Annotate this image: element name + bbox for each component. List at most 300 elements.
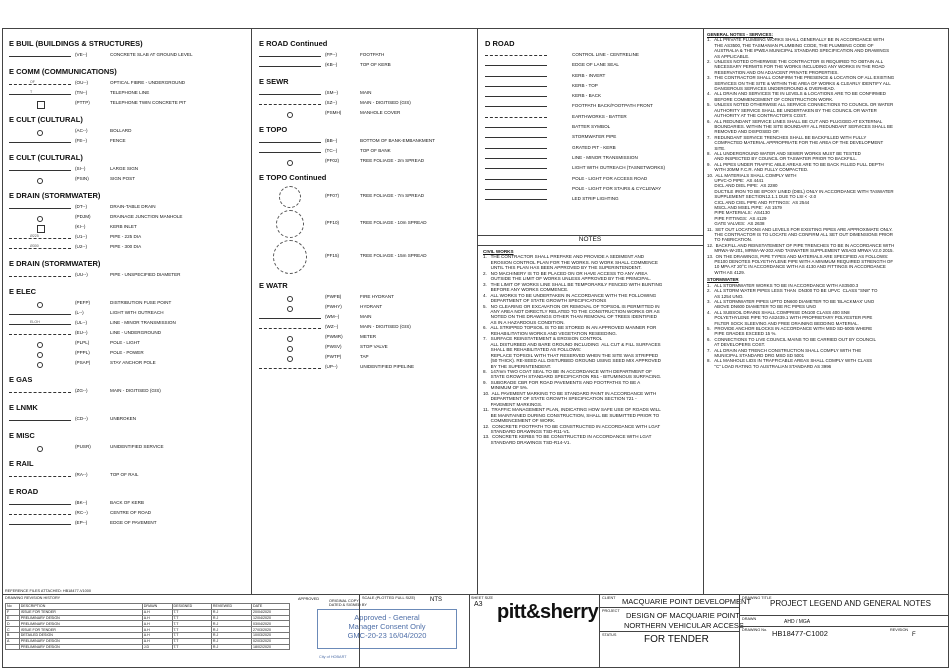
legend-symbol [259,335,321,341]
civil-works-title: CIVIL WORKS [483,249,514,254]
legend-row [9,223,245,233]
legend-symbol [485,168,547,169]
legend-code: (SI--) [75,166,86,171]
symbol-pit [37,101,45,109]
legend-row [485,113,699,123]
general-note-line: UPVC-O PIPE: AS 4441 [707,177,764,183]
sheet-size-label: SHEET SIZE [471,596,494,600]
symbol-line [9,276,71,277]
legend-row [9,443,245,453]
civil-note-line: SHALL BE REHABILITATED AS FOLLOWS: [483,347,582,353]
stormwater-note-line: 7. ALL DRAIN AND TRENCH CONSTRUCTION SHALL COMPLY WITH THE [707,347,862,353]
tree-foliage-icon [276,210,304,238]
civil-note-line: (50 THICK). RE-SEED ALL DISTURBED GROUND USING SEED MIX APPROVED [483,358,661,364]
legend-row [259,89,473,99]
legend-symbol [485,189,547,190]
civil-note-line: COMMENCEMENT OF WORK. [483,418,556,424]
project-line-2: NORTHERN VEHICULAR ACCESS [624,621,744,630]
civil-note-line: ALL DISTURBED AND BARE GROUND INCLUDING ALL CUT & FILL SURFACES [483,341,661,347]
revision-cell: R.J [211,632,251,638]
legend-row [9,299,245,309]
stamp-line: GMC-20-23 16/04/2020 [347,631,427,640]
legend-symbol [485,148,547,149]
symbol-line [259,368,321,369]
column-divider [703,29,704,595]
civil-note-line: 7. SURFACE REINSTATEMENT & EROSION CONTROL [483,336,603,342]
legend-row-tree [259,209,473,239]
legend-description: POLE - LIGHT FOR STAIRS & CYCLEWAY [572,185,662,191]
civil-note-line: 9. SUBGRADE CBR FOR ROAD PAVEMENTS AND FOOTPATHS TO BE A [483,379,641,385]
legend-row [485,61,699,71]
legend-description: METER [360,334,377,339]
legend-section-title: E COMM (COMMUNICATIONS) [9,67,117,76]
legend-row [259,109,473,119]
legend-row [9,99,245,109]
civil-note-line: STANDARD DRAWINGS TSD-R11-V1. [483,428,571,434]
legend-column-d-road [485,35,699,205]
legend-symbol [259,305,321,311]
civil-note-line: 13. CONCRETE KERBS TO BE CONSTRUCTED IN ACCORDANCE WITH LGAT [483,434,652,440]
symbol-line [9,94,71,95]
general-note-line: MSCL AND MSEL PIPE: AS 1579 [707,205,782,210]
general-note-line: DICL AND DIEL PIPE: AS 2280 [707,183,778,189]
legend-symbol [259,111,321,117]
legend-code: (WZ--) [325,324,339,329]
stamp-line: Manager Consent Only [348,622,426,631]
revision-row [6,644,290,650]
general-note-line: REMOVED AND DISPOSED OF. [707,129,780,135]
revision-cell: 02/03/2020 [251,638,289,644]
legend-description: SIGN POST [110,176,136,181]
stormwater-note-line: ABOVE DN600 DIAMETER TO BE RC PIPES UNO [707,304,817,310]
revision-cell: PRELIMINARY DESIGN [19,615,142,621]
legend-symbol [485,65,547,66]
revision-cell: 03/04/2020 [251,621,289,627]
tree-foliage-icon [279,186,301,208]
general-note-line: THE CONTRACTOR IS TO LOCATE AND CONFIRM ALL SET OUT DIMENSIONS PRIOR [707,232,893,238]
revision-cell: A.H [142,609,172,615]
legend-row [485,92,699,102]
stormwater-note-line: POLYETHYLENE PIPE TO AS2439.1 WITH PROPRIETARY POLYESTER PIPE [707,315,873,321]
symbol-line [9,208,71,209]
legend-row [9,415,245,425]
symbol-line [9,324,71,325]
legend-row [259,99,473,109]
legend-symbol [259,159,321,165]
legend-section-title: E ROAD Continued [259,39,328,48]
legend-row [9,89,245,99]
client-label: CLIENT [602,596,616,600]
general-notes [707,32,894,369]
legend-description: EDGE OF PAVEMENT [110,520,157,525]
general-note-line: DUCTILE IRON TO BE EPOXY LINED (DIEL) ONLY IN ACCORDANCE WITH TASWATER [707,188,894,194]
legend-symbol [9,321,71,327]
legend-description: MAIN [360,314,372,319]
revision-value: F [912,632,916,638]
civil-note-line: BEFORE ANY WORKS COMMENCE. [483,287,569,293]
legend-row [259,353,473,363]
legend-section-title: E ELEC [9,287,37,296]
legend-row [9,471,245,481]
revision-cell: T.T [172,627,211,633]
legend-row [259,323,473,333]
drawing-info-cell [739,595,949,667]
legend-symbol [9,81,71,87]
legend-code: (PF10) [325,220,340,225]
legend-description: POLE - POWER [110,350,144,355]
legend-symbol [259,315,321,321]
legend-code: (PDJM) [75,214,91,219]
legend-row [9,509,245,519]
legend-row [9,79,245,89]
legend-symbol [9,139,71,145]
legend-description: UNBROKEN [110,416,137,421]
legend-symbol [259,325,321,331]
legend-row [9,359,245,369]
legend-row [485,102,699,112]
legend-section-title: E LNMK [9,403,38,412]
legend-description: TOP OF RAIL [110,472,139,477]
legend-description: POLE - LIGHT FOR ACCESS ROAD [572,175,648,181]
legend-symbol [259,365,321,371]
legend-symbol [9,91,71,97]
revision-cell: ISSUE FOR TENDER [19,627,142,633]
legend-row [259,157,473,167]
symbol-line [9,524,71,525]
legend-symbol [9,177,71,183]
civil-note-line: BY THE SUPERINTENDENT. [483,363,552,369]
symbol-point [287,346,293,352]
legend-symbol [9,521,71,527]
civil-note-line: REPLACE TOPSOIL WITH THAT RESERVED WHEN THE SITE WAS STRIPPED [483,352,659,358]
revision-cell: ISSUE FOR TENDER [19,609,142,615]
legend-row [259,61,473,71]
symbol-line [259,152,321,153]
symbol-point [37,130,43,136]
legend-description: EARTHWORKS - BATTER [572,113,627,119]
legend-description: LIGHT WITH OUTREACH (TASNETWORKS) [572,165,665,171]
drawing-sheet [2,28,949,668]
legend-code: (PF02) [325,158,340,163]
legend-code: (PWHY) [325,304,342,309]
legend-description: TOP OF BANK [360,148,391,153]
revision-cell: T.T [172,632,211,638]
revision-cell: T.T [172,615,211,621]
legend-row [9,339,245,349]
legend-row [485,144,699,154]
revision-cell: T.T [172,609,211,615]
legend-row [9,51,245,61]
general-note-line: 7. REDUNDANT SERVICE TRENCHES SHALL BE BACKFILLED WITH FULLY [707,134,867,140]
legend-code: (FE--) [75,138,87,143]
stormwater-note-line: 4. ALL SUBSOIL DRAINS SHALL COMPRISE DN100 CLASS 400 SN8 [707,309,850,315]
legend-section-title: E MISC [9,431,35,440]
general-note-line: PIPE MATERIALS: AS4130 [707,210,770,216]
legend-description: TOP OF KERB [360,62,391,67]
stormwater-note-line: MUNICIPAL STANDARD DRG MSD SD 5001 [707,352,805,358]
legend-description: KERB - INVERT [572,72,606,78]
symbol-line [9,238,71,239]
legend-code: (ZG--) [75,388,88,393]
symbol-line [9,248,71,249]
legend-description: MAIN [360,90,372,95]
revision-cell: A.H [142,632,172,638]
revision-header-cell: No [6,604,20,610]
revision-cell: 18/02/2020 [251,644,289,650]
legend-code: (SM--) [325,90,339,95]
revision-cell: D [6,621,20,627]
legend-row [9,137,245,147]
legend-description: TREE FOLIAGE - 10m SPREAD [360,220,427,225]
legend-section-title: E GAS [9,375,33,384]
general-note-line: MRWA-W-201, MRWA-W-202 AND TASWATER SUPPLEMENT WSA03 MRWA V2.0 2015. [707,248,894,254]
revision-header-cell: DRAWN [142,604,172,610]
general-note-line: DANGEROUS SERVICES UNDERGROUND & OVERHEAD. [707,86,835,92]
legend-row [485,175,699,185]
general-note-line: 11. SET OUT LOCATIONS AND LEVELS FOR EXISTING PIPES ARE APPROXIMATE ONLY. [707,226,893,232]
legend-symbol [9,301,71,307]
stormwater-note-line: AT DEVELOPERS COST. [707,342,766,348]
legend-row [485,195,699,205]
legend-description: LINE - MINOR TRANSMISSION [572,154,638,160]
civil-note-line: 11. TRAFFIC MANAGEMENT PLAN, INDICATING HOW SAFE USE OF ROADS WILL [483,407,661,413]
revision-cell: T.T [172,638,211,644]
legend-description: TREE FOLIAGE - 15m SPREAD [360,253,427,258]
legend-code: (UU--) [75,272,88,277]
symbol-line [9,334,71,335]
legend-section-title: E BUIL (BUILDINGS & STRUCTURES) [9,39,143,48]
legend-symbol [485,96,547,97]
civil-note-line: OUTSIDE THE LIMIT OF WORKS UNLESS APPROVED BY THE PRINCIPAL. [483,276,652,282]
stormwater-note-line: 3. ALL STORMWATER PIPES UPTO DN600 DIAMETER TO BE 'BLACKMAX' UNO [707,298,875,304]
general-note-line: AUTHORITY AT THE CONTRACTOR'S COST. [707,113,807,119]
civil-note-line: REHABILITATION WORKS AND VEGETATION RESEEDING. [483,330,617,336]
legend-symbol [9,167,71,173]
civil-note-line: 8. 147mm TWO COAT SEAL TO BE IN ACCORDANCE WITH DEPARTMENT OF [483,368,652,374]
general-note-line: WITH AS 4129. [707,269,745,275]
general-note-line: 13. ON THE DRAWINGS, PIPE TYPES AND MATERIALS ARE SPECIFIED AS FOLLOWS: [707,253,889,259]
city-of-hobart-logo: City of HOBART [319,655,347,659]
legend-description: STAY ANCHOR POLE [110,360,156,365]
legend-symbol [9,235,71,241]
revision-cell: PRELIMINARY DESIGN [19,638,142,644]
status-value: FOR TENDER [644,634,709,645]
legend-row [9,519,245,529]
revision-cell: B [6,632,20,638]
civil-note-line: ANY AREA NOT DIRECTLY RELATED TO THE CONSTRUCTION WORKS OR AS [483,308,660,314]
revision-cell: J.D [142,644,172,650]
sheet-size-value: A3 [474,601,483,608]
legend-code: (CD--) [75,416,88,421]
legend-description: UNIDENTIFIED PIPELINE [360,364,415,369]
general-note-line: 1. ALL PRIVATE PLUMBING WORKS SHALL GENERALLY BE IN ACCORDANCE WITH [707,37,885,43]
legend-symbol [9,129,71,135]
general-note-line: 10. ALL MATERIALS SHALL COMPLY WITH [707,172,797,178]
civil-note-line: 12. CONCRETE FOOTPATH TO BE CONSTRUCTED IN ACCORDANCE WITH LGAT [483,423,661,429]
symbol-line [9,392,71,393]
legend-description: PIPE - 225 DIA [110,234,142,239]
legend-code: (U1--) [75,234,87,239]
legend-row [9,329,245,339]
legend-symbol [9,445,71,451]
legend-description: TELEPHONE LINE [110,90,150,95]
symbol-line [9,56,71,57]
legend-description: TELEPHONE TWIN CONCRETE PIT [110,100,187,105]
legend-code: (RA--) [75,472,88,477]
legend-row [259,333,473,343]
symbol-line [259,94,321,95]
civil-note-line: NOTED ON THE DRAWINGS OTHER THAN REMOVAL OF TREES IDENTIFIED [483,314,657,320]
stormwater-note-line: 6. CONNECTIONS TO LIVE COUNCIL MAINS TO BE CARRIED OUT BY COUNCIL [707,336,876,342]
legend-symbol [259,63,321,69]
general-notes-title: GENERAL NOTES - SERVICES: [707,32,773,37]
legend-description: HYDRANT [360,304,383,309]
project-label: PROJECT [602,609,620,613]
symbol-line [9,142,71,143]
legend-code: (PWSV) [325,344,342,349]
stormwater-note-line: 5. PROVIDE ANCHOR BLOCKS IN ACCORDANCE WITH MSD SD-5005 WHERE [707,325,873,331]
drawn-value: AHD / MGA [784,619,811,625]
legend-description: TREE FOLIAGE - 7m SPREAD [360,193,425,198]
symbol-point [287,112,293,118]
civil-note-line: EROSION CONTROL PLAN FOR THE WORKS. NO WORK SHALL COMMENCE [483,259,658,265]
legend-row [9,127,245,137]
legend-description: KERB INLET [110,224,137,229]
revision-cell: DETAILED DESIGN [19,632,142,638]
legend-symbol [485,127,547,128]
legend-row [9,243,245,253]
legend-description: DRAINAGE JUNCTION MANHOLE [110,214,183,219]
legend-row-tree [259,239,473,275]
legend-description: MANHOLE COVER [360,110,401,115]
legend-section-title: E WATR [259,281,288,290]
legend-row [259,147,473,157]
legend-row [9,387,245,397]
legend-description: PIPE - UNSPECIFIED DIAMETER [110,272,181,277]
general-note-line: SITE. [707,145,726,151]
revision-header-cell: DESIGNED [172,604,211,610]
legend-row [485,51,699,61]
revision-cell: PRELIMINARY DESIGN [19,644,142,650]
general-note-line: 9. ALL PIPES UNDER TRAFFIC ABLE AREAS ARE TO BE BACK FILLED FULL DEPTH [707,161,884,167]
legend-row [259,293,473,303]
revision-cell: R.J [211,627,251,633]
legend-description: LINE - UNDERGROUND [110,330,162,335]
civil-note-line: DEPARTMENT OF STATE GROWTH SPECIFICATIONS [483,298,607,304]
general-note-line: AUTHORITY SERVICE SHALL BE UNDERTAKEN BY THE COUNCIL OR WATER [707,107,877,113]
legend-description: PIPE - 300 DIA [110,244,142,249]
general-note-line: COMPACTED MATERIAL APPROPRIATE FOR THE AREA OF THE DEVELOPMENT [707,140,884,146]
symbol-point [37,352,43,358]
symbol-label: OF [30,80,35,84]
revision-label: REVISION [890,628,909,632]
symbol-label: Ø300 [30,244,39,248]
general-note-line: TO FABRICATION. [707,237,753,243]
legend-code: (PPPL) [75,350,90,355]
legend-symbol [259,139,321,145]
civil-note-line: MINIMUM OF 5%. [483,385,529,391]
symbol-line [9,420,71,421]
legend-row [9,319,245,329]
legend-symbol [9,341,71,347]
legend-symbol [9,501,71,507]
symbol-label: T [30,90,33,94]
drawing-number-label: DRAWING No. [742,628,768,632]
legend-symbol [9,53,71,59]
legend-description: LIGHT WITH OUTREACH [110,310,164,315]
notes-title: NOTES [578,236,602,243]
approved-label: APPROVED [298,597,320,601]
legend-description: LED STRIP LIGHTING [572,196,619,202]
legend-row [9,203,245,213]
revision-cell: A.H [142,627,172,633]
revision-cell: PRELIMINARY DESIGN [19,621,142,627]
legend-description: CENTRE OF ROAD [110,510,152,515]
legend-row [485,82,699,92]
symbol-line [9,314,71,315]
civil-note-line: 10. ALL PAVEMENT MARKING TO BE STANDARD PAINT IN ACCORDANCE WITH [483,390,657,396]
legend-row [259,363,473,373]
legend-symbol [9,511,71,517]
legend-symbol [259,295,321,301]
legend-code: (KI--) [75,224,86,229]
general-note-line: RESERVATION AND ON ADJACENT PRIVATE PROPERTIES. [707,69,839,75]
legend-column-1 [9,35,245,529]
legend-row [9,271,245,281]
drawing-title-label: DRAWING TITLE [742,596,772,600]
civil-note-line: 5. NO CLEARING OR EXCAVATION OR REMOVAL OF TOPSOIL IS PERMITTED IN [483,303,660,309]
legend-code: (PWTP) [325,354,342,359]
legend-code: (DT--) [75,204,87,209]
legend-description: UNIDENTIFIED SERVICE [110,444,164,449]
stormwater-note-line: 8. ALL MANHOLE LIDS IN TRAFFICABLE AREAS SHALL COMPLY WITH CLASS [707,358,873,364]
legend-row [259,343,473,353]
legend-code: (FP--) [325,52,337,57]
symbol-point [287,306,293,312]
legend-description: LINE - MINOR TRANSMISSION [110,320,176,325]
legend-section-title: D ROAD [485,39,515,48]
legend-row [259,303,473,313]
legend-row-tree [259,185,473,209]
revision-cell: 12/04/2020 [251,615,289,621]
revision-cell: R.J [211,644,251,650]
revision-cell: F [6,609,20,615]
revision-cell: R.J [211,638,251,644]
notes-divider [477,245,703,246]
stormwater-notes-title: STORMWATER [707,277,739,283]
general-note-line: THE AS3500, THE TASMANIAN PLUMBING CODE, THE PLUMBING CODE OF [707,42,874,48]
scale-cell [359,595,470,667]
legend-symbol [9,473,71,479]
revision-cell: C [6,627,20,633]
legend-description: STOP VALVE [360,344,388,349]
status-label: STATUS [602,633,617,637]
legend-symbol [9,101,71,107]
legend-code: (PWFB) [325,294,342,299]
civil-note-line: BE MAINTAINED DURING CONSTRUCTION, SHALL BE SUBMITTED PRIOR TO [483,412,660,418]
legend-column-2 [259,35,473,373]
legend-description: MAIN - DIGITISED (GIS) [360,324,411,329]
legend-symbol [9,417,71,423]
legend-symbol [259,355,321,361]
symbol-line [9,514,71,515]
symbol-point [37,216,43,222]
legend-symbol [259,101,321,107]
legend-row [485,133,699,143]
symbol-point [37,178,43,184]
drawn-label: DRAWN [742,617,757,621]
revision-cell: 20/04/2020 [251,609,289,615]
